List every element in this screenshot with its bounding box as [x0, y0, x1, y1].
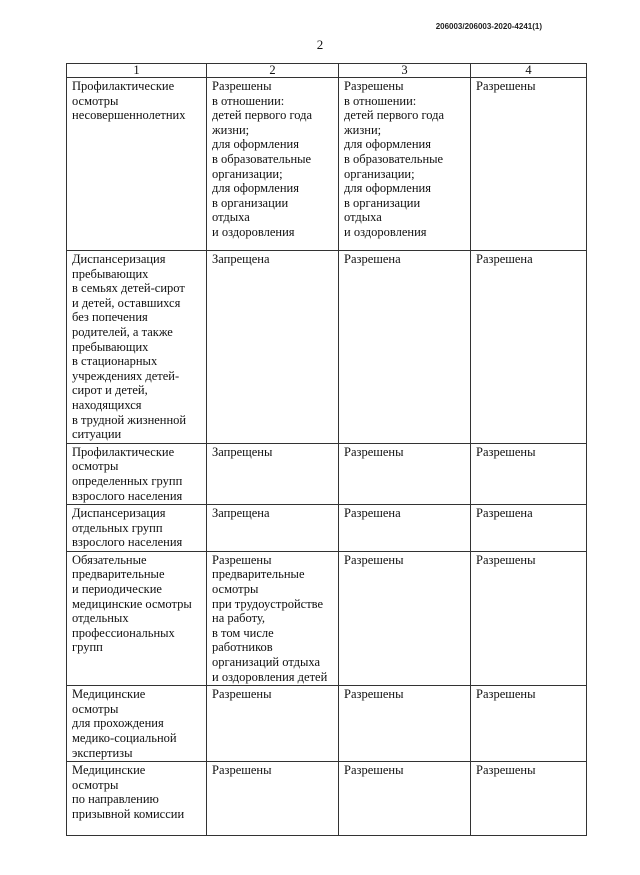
table-row: [67, 686, 587, 762]
status-cell-col2: Запрещены: [207, 443, 339, 504]
regulations-table: [66, 63, 587, 836]
column-header-4: 4: [471, 64, 587, 78]
status-cell-col3: Разрешены: [339, 762, 471, 836]
table-row: [67, 443, 587, 504]
status-cell-col4: Разрешена: [471, 505, 587, 552]
status-cell-col4: Разрешены: [471, 551, 587, 685]
status-cell-col2: Разрешены в отношении: детей первого года жизни; для оформления в образовательные организации; для оформления в организации отдыха и оздоровления: [207, 78, 339, 251]
status-cell-col4: Разрешены: [471, 78, 587, 251]
status-cell-col3: Разрешены: [339, 686, 471, 762]
exam-type-cell: Профилактические осмотры определенных групп взрослого населения: [67, 443, 207, 504]
status-cell-col4: Разрешена: [471, 251, 587, 444]
document-id: 206003/206003-2020-4241(1): [435, 22, 542, 31]
status-cell-col4: Разрешены: [471, 686, 587, 762]
page-number: 2: [316, 37, 324, 52]
table-row: [67, 551, 587, 685]
status-cell-col2: Разрешены: [207, 762, 339, 836]
status-cell-col4: Разрешены: [471, 762, 587, 836]
table-row: [67, 251, 587, 444]
exam-type-cell: Медицинские осмотры для прохождения медико-социальной экспертизы: [67, 686, 207, 762]
status-cell-col2: Запрещена: [207, 505, 339, 552]
exam-type-cell: Диспансеризация отдельных групп взрослого населения: [67, 505, 207, 552]
status-cell-col2: Запрещена: [207, 251, 339, 444]
exam-type-cell: Обязательные предварительные и периодические медицинские осмотры отдельных профессиональных групп: [67, 551, 207, 685]
table-row: [67, 78, 587, 251]
status-cell-col2: Разрешены предварительные осмотры при трудоустройстве на работу, в том числе работников организаций отдыха и оздоровления детей: [207, 551, 339, 685]
status-cell-col2: Разрешены: [207, 686, 339, 762]
column-header-2: 2: [207, 64, 339, 78]
exam-type-cell: Профилактические осмотры несовершеннолетних: [67, 78, 207, 251]
status-cell-col3: Разрешены в отношении: детей первого года жизни; для оформления в образовательные организации; для оформления в организации отдыха и оздоровления: [339, 78, 471, 251]
status-cell-col3: Разрешена: [339, 505, 471, 552]
column-header-3: 3: [339, 64, 471, 78]
status-cell-col3: Разрешены: [339, 443, 471, 504]
column-header-1: 1: [67, 64, 207, 78]
status-cell-col3: Разрешены: [339, 551, 471, 685]
status-cell-col4: Разрешены: [471, 443, 587, 504]
table-row: [67, 762, 587, 836]
exam-type-cell: Диспансеризация пребывающих в семьях детей-сирот и детей, оставшихся без попечения родителей, а также пребывающих в стационарных учреждениях детей- сирот и детей, находящихся в трудной жизненной ситуации: [67, 251, 207, 444]
column-number-row: [67, 64, 587, 78]
table-row: [67, 505, 587, 552]
status-cell-col3: Разрешена: [339, 251, 471, 444]
exam-type-cell: Медицинские осмотры по направлению призывной комиссии: [67, 762, 207, 836]
